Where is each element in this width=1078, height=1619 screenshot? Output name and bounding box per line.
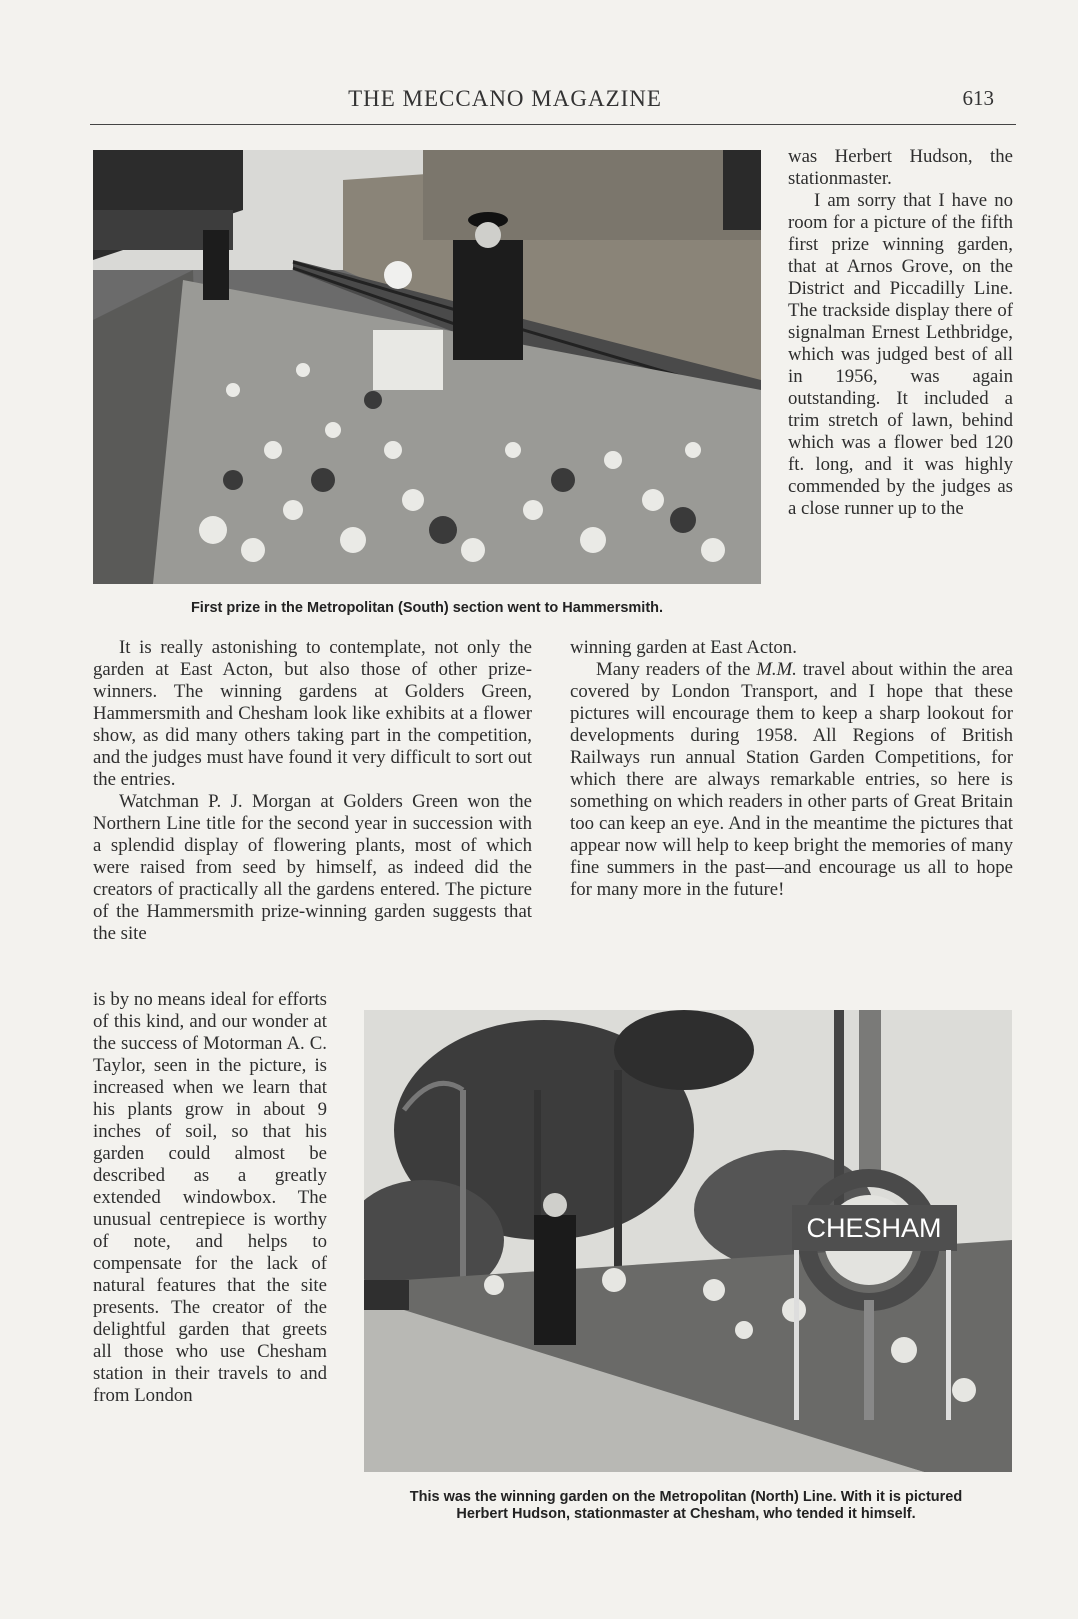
hammersmith-garden-photo [93, 150, 761, 584]
caption-line: Herbert Hudson, stationmaster at Chesham, who tended it himself. [456, 1506, 916, 1522]
left-column-narrow [93, 989, 327, 1407]
paragraph: was Herbert Hudson, the stationmaster. [788, 146, 1013, 189]
left-column-text [93, 637, 532, 945]
paragraph: winning garden at East Acton. [570, 637, 797, 658]
paragraph: Watchman P. J. Morgan at Golders Green won the Northern Line title for the second year in succession with a splendid display of flowering plants, most of which were raised from seed by himself, as indeed did the creators of practically all the gardens entered. The picture of the Hammersmith prize-winning garden suggests that the site [93, 791, 532, 944]
magazine-title: THE MECCANO MAGAZINE [348, 86, 662, 111]
station-sign-text: CHESHAM [806, 1213, 942, 1243]
right-column-lower [570, 637, 1013, 901]
paragraph: is by no means ideal for efforts of this kind, and our wonder at the success of Motorman A. C. Taylor, seen in the picture, is increased when we learn that his plants grow in about 9 inches of soil, so that his garden could almost be described as a greatly extended windowbox. The unusual centrepiece is worthy of note, and helps to compensate for the lack of natural features that the site presents. The creator of the delightful garden that greets all those who use Chesham station in their travels to and from London [93, 989, 327, 1406]
right-column-upper [788, 146, 1013, 520]
page-number: 613 [962, 86, 994, 110]
hammersmith-photo-caption: First prize in the Metropolitan (South) section went to Hammersmith. [190, 600, 664, 616]
chesham-photo-caption [354, 1489, 1018, 1523]
chesham-station-photo [364, 1010, 1012, 1472]
paragraph: It is really astonishing to contemplate, not only the garden at East Acton, but also those of other prize-winners. The winning gardens at Golders Green, Hammersmith and Chesham look like exhibits at a flower show, as did many others taking part in the competition, and the judges must have found it very difficult to sort out the entries. [93, 637, 532, 790]
page-header [90, 86, 1016, 125]
paragraph: I am sorry that I have no room for a picture of the fifth first prize winning garden, that at Arnos Grove, on the District and Piccadilly Line. The trackside display there of signalman Ernest Lethbridge, which was judged best of all in 1956, was again outstanding. It included a trim stretch of lawn, behind which was a flower bed 120 ft. long, and it was highly commended by the judges as a close runner up to the [788, 190, 1013, 519]
paragraph: Many readers of the M.M. travel about within the area covered by London Transport, and I hope that these pictures will encourage them to keep a sharp lookout for developments during 1958. All Regions of British Railways run annual Station Garden Competitions, for which there are always remarkable entries, so here is something on which readers in other parts of Great Britain too can keep an eye. And in the meantime the pictures that appear now will help to keep bright the memories of many fine summers in the past—and encourage us all to hope for many more in the future! [570, 659, 1013, 900]
caption-line: This was the winning garden on the Metropolitan (North) Line. With it is pictured [409, 1489, 963, 1505]
